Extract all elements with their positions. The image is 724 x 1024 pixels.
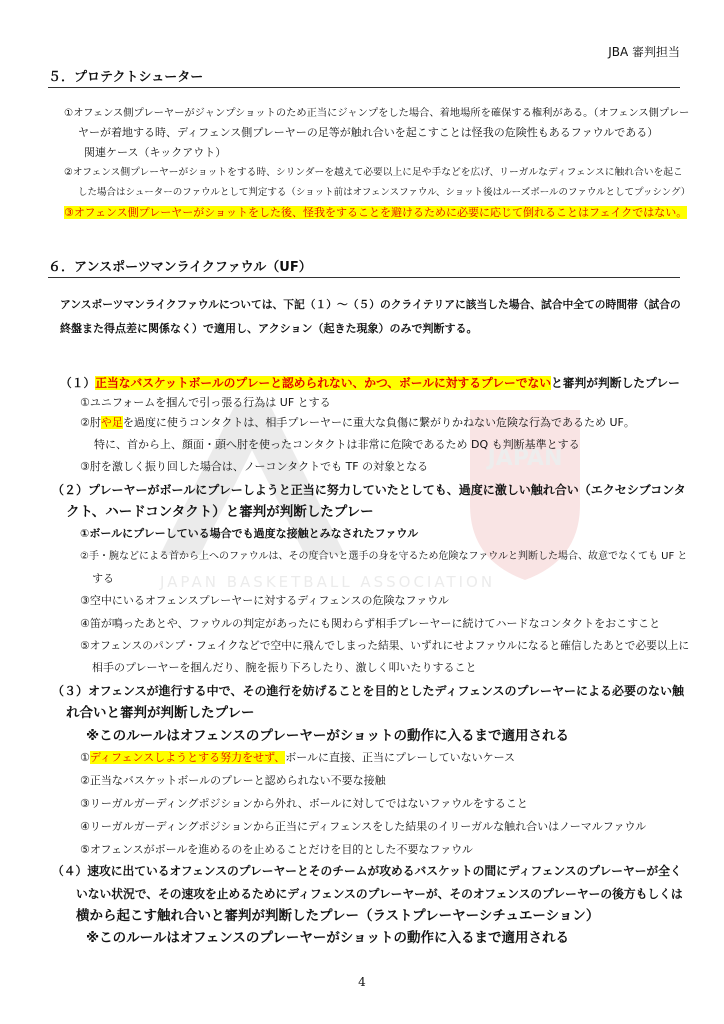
c4-heading-2: いない状況で、その速攻を止めるためにディフェンスのプレーヤーが、そのオフェンスのプレーヤーの後方もしくは xyxy=(76,887,683,901)
c3-item-1-highlight: ディフェンスしようとする努力をせず、 xyxy=(89,751,286,764)
c3-note: ※このルールはオフェンスのプレーヤーがショットの動作に入るまで適用される xyxy=(86,728,570,744)
c4-note: ※このルールはオフェンスのプレーヤーがショットの動作に入るまで適用される xyxy=(86,930,570,946)
c3-item-1-pre: ① xyxy=(80,751,90,764)
c3-item-3: ③リーガルガーディングポジションから外れ、ボールに対してではないファウルをすること xyxy=(80,797,528,810)
c3-heading-1: （３）オフェンスが進行する中で、その進行を妨げることを目的としたディフェンスのプレーヤーによる必要のない触 xyxy=(52,684,685,698)
section-6-title: ６．アンスポーツマンライクファウル（UF） xyxy=(48,256,680,278)
c3-item-1 xyxy=(80,751,515,765)
logo-badge-text: JAPAN xyxy=(487,446,563,471)
c2-item-3: ③空中にいるオフェンスプレーヤーに対するディフェンスの危険なファウル xyxy=(80,594,449,607)
c1-item-2-highlight: や足 xyxy=(100,416,123,429)
c1-item-3: ③肘を激しく振り回した場合は、ノーコンタクトでも TF の対象となる xyxy=(80,460,429,473)
c1-item-2b: 特に、首から上、顔面・頭へ肘を使ったコンタクトは非常に危険であるため DQ も判断基準とする xyxy=(94,438,580,451)
c4-heading-3: 横から起こす触れ合いと審判が判断したプレー（ラストプレーヤーシチュエーション） xyxy=(76,908,600,924)
s5-line-1: ①オフェンス側プレーヤーがジャンプショットのため正当にジャンプをした場合、着地場所を確保する権利がある。（オフェンス側プレー xyxy=(64,107,690,119)
c3-item-2: ②正当なバスケットボールのプレーと認められない不要な接触 xyxy=(80,774,386,787)
c1-highlight: 正当なバスケットボールのプレーと認められない、かつ、ボールに対するプレーでない xyxy=(95,376,552,390)
c3-item-5: ⑤オフェンスがボールを進めるのを止めることだけを目的とした不要なファウル xyxy=(80,843,473,856)
c1-rest: と審判が判断したプレー xyxy=(551,376,680,390)
c1-item-2 xyxy=(80,416,635,430)
c2-item-4: ④笛が鳴ったあとや、ファウルの判定があったにも関わらず相手プレーヤーに続けてハードなコンタクトをおこすこと xyxy=(80,617,661,630)
page-number: 4 xyxy=(358,975,366,989)
c3-item-1-post: ボールに直接、正当にプレーしていないケース xyxy=(285,751,516,764)
s5-line-2: ヤーが着地する時、ディフェンス側プレーヤーの足等が触れ合いを起こすことは怪我の危険性もあるファウルである） xyxy=(78,126,659,139)
c2-heading-1: （２）プレーヤーがボールにプレーしようと正当に努力していたとしても、過度に激しい触れ合い（エクセシブコンタ xyxy=(52,483,686,497)
section-5-title: ５．プロテクトシューター xyxy=(48,66,680,88)
c1-item-1: ①ユニフォームを掴んで引っ張る行為は UF とする xyxy=(80,396,331,409)
s5-line-6-highlight: ③オフェンス側プレーヤーがショットをした後、怪我をすることを避けるために必要に応じて倒れることはフェイクではない。 xyxy=(64,206,688,219)
c3-item-4: ④リーガルガーディングポジションから正当にディフェンスをした結果のイリーガルな触れ合いはノーマルファウル xyxy=(80,820,647,833)
c3-heading-2: れ合いと審判が判断したプレー xyxy=(66,705,255,721)
c2-heading-2: クト、ハードコンタクト）と審判が判断したプレー xyxy=(66,504,374,520)
logo-org-name: JAPAN BASKETBALL ASSOCIATION xyxy=(160,573,496,591)
c1-item-2-pre: ②肘 xyxy=(80,416,101,429)
s5-line-3: 関連ケース（キックアウト） xyxy=(84,146,227,159)
c1-num: （１） xyxy=(60,376,96,390)
header-org: JBA 審判担当 xyxy=(608,45,680,59)
c2-item-1: ①ボールにプレーしている場合でも過度な接触とみなされたファウル xyxy=(80,527,419,540)
s5-line-5: した場合はシューターのファウルとして判定する（ショット前はオフェンスファウル、ショット後はルーズボールのファウルとしてプッシング） xyxy=(78,187,691,198)
s6-intro-1: アンスポーツマンライクファウルについては、下記（１）～（５）のクライテリアに該当した場合、試合中全ての時間帯（試合の xyxy=(60,298,681,311)
c1-heading xyxy=(60,374,680,392)
s6-intro-2: 終盤また得点差に関係なく）で適用し、アクション（起きた現象）のみで判断する。 xyxy=(60,322,478,335)
c2-item-2b: する xyxy=(92,572,114,585)
s5-line-4: ②オフェンス側プレーヤーがショットをする時、シリンダーを越えて必要以上に足や手などを広げ、リーガルなディフェンスに触れ合いを起こ xyxy=(64,167,683,178)
c4-heading-1: （４）速攻に出ているオフェンスのプレーヤーとそのチームが攻めるバスケットの間にディフェンスのプレーヤーが全く xyxy=(52,864,682,878)
c1-item-2-post: を過度に使うコンタクトは、相手プレーヤーに重大な負傷に繋がりかねない危険な行為であるため UF。 xyxy=(122,416,635,429)
c2-item-5: ⑤オフェンスのパンプ・フェイクなどで空中に飛んでしまった結果、いずれにせよファウルになると確信したあとで必要以上に xyxy=(80,639,690,652)
c2-item-2: ②手・腕などによる首から上へのファウルは、その度合いと選手の身を守るため危険なファウルと判断した場合、故意でなくても UF と xyxy=(80,551,688,562)
c2-item-5b: 相手のプレーヤーを掴んだり、腕を振り下ろしたり、激しく叩いたりすること xyxy=(92,661,477,674)
